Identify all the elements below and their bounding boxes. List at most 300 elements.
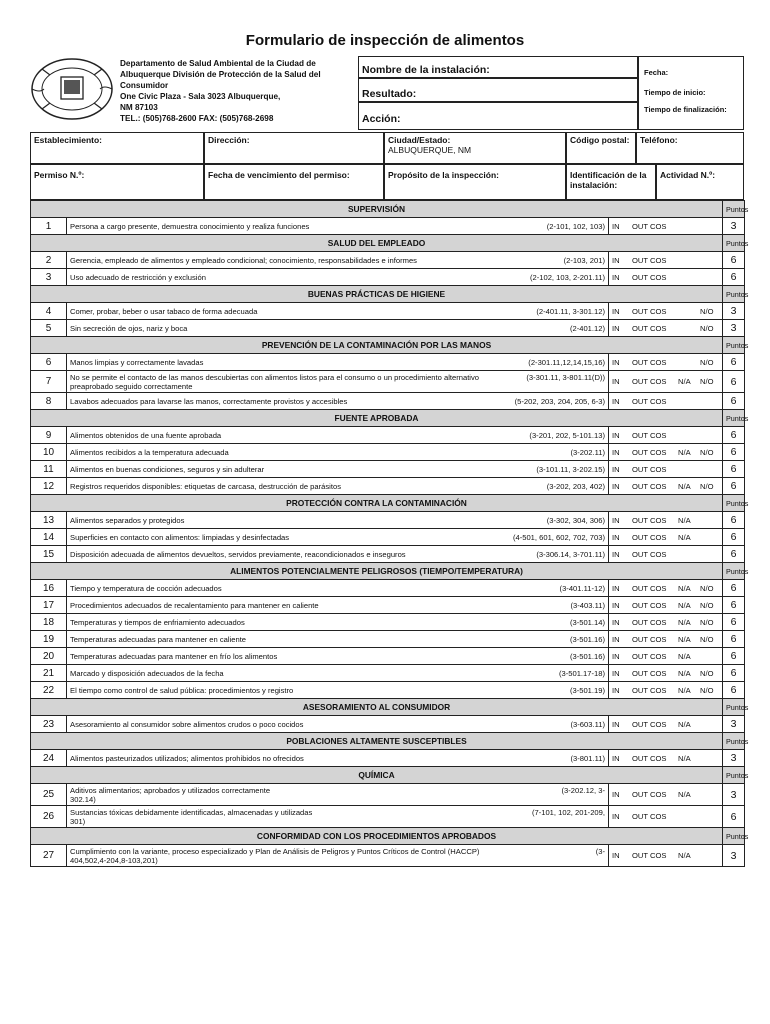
item-description-cont: 404,502,4-204,8-103,201) bbox=[70, 855, 158, 865]
item-number: 11 bbox=[31, 461, 67, 478]
item-points: 6 bbox=[723, 631, 745, 648]
status-no-option[interactable]: N/O bbox=[700, 481, 714, 491]
item-reference: (3- bbox=[595, 846, 605, 856]
item-description: Gerencia, empleado de alimentos y empleado condicional; conocimiento, responsabilidades e informes bbox=[70, 255, 417, 265]
status-na-option[interactable]: N/A bbox=[678, 668, 691, 678]
status-out-cos-option[interactable]: OUT COS bbox=[632, 396, 667, 406]
city-seal-icon bbox=[30, 57, 114, 121]
city-state-field[interactable]: Ciudad/Estado: ALBUQUERQUE, NM bbox=[384, 132, 566, 164]
item-description-cell bbox=[67, 529, 609, 546]
points-label: Puntos bbox=[723, 828, 745, 845]
end-time-field[interactable]: Tiempo de finalización: bbox=[644, 105, 727, 114]
status-out-cos-option[interactable]: OUT COS bbox=[632, 272, 667, 282]
facility-name-field[interactable]: Nombre de la instalación: bbox=[358, 56, 638, 78]
item-points: 6 bbox=[723, 648, 745, 665]
section-title: PREVENCIÓN DE LA CONTAMINACIÓN POR LAS MANOS bbox=[31, 337, 723, 354]
status-na-option[interactable]: N/A bbox=[678, 634, 691, 644]
inspection-item-row bbox=[31, 648, 745, 665]
item-description: Lavabos adecuados para lavarse las manos, correctamente provistos y accesibles bbox=[70, 396, 348, 406]
form-header bbox=[30, 53, 744, 133]
inspection-item-row bbox=[31, 614, 745, 631]
facility-id-field[interactable]: Identificación de la instalación: bbox=[566, 164, 656, 200]
item-number: 15 bbox=[31, 546, 67, 563]
inspection-item-row bbox=[31, 354, 745, 371]
status-no-option[interactable]: N/O bbox=[700, 617, 714, 627]
section-title: FUENTE APROBADA bbox=[31, 410, 723, 427]
item-status-options bbox=[609, 648, 723, 665]
item-number: 9 bbox=[31, 427, 67, 444]
item-description: Procedimientos adecuados de recalentamiento para mantener en caliente bbox=[70, 600, 319, 610]
item-number: 8 bbox=[31, 393, 67, 410]
item-reference: (3-201, 202, 5-101.13) bbox=[529, 430, 605, 440]
inspection-item-row bbox=[31, 512, 745, 529]
item-description-cell bbox=[67, 427, 609, 444]
item-points: 6 bbox=[723, 512, 745, 529]
status-in-option[interactable]: IN bbox=[612, 377, 620, 386]
section-header bbox=[31, 699, 745, 716]
start-time-field[interactable]: Tiempo de inicio: bbox=[644, 88, 706, 97]
item-status-options bbox=[609, 750, 723, 767]
item-description-cont: preaprobado seguido correctamente bbox=[70, 381, 193, 391]
item-status-options bbox=[609, 512, 723, 529]
inspection-item-row bbox=[31, 303, 745, 320]
status-out-cos-option[interactable]: OUT COS bbox=[632, 753, 667, 763]
item-reference: (3-501.14) bbox=[569, 617, 605, 627]
status-out-cos-option[interactable]: OUT COS bbox=[632, 549, 667, 559]
item-points: 6 bbox=[723, 427, 745, 444]
item-description: Persona a cargo presente, demuestra conocimiento y realiza funciones bbox=[70, 221, 310, 231]
item-description-cont: 302.14) bbox=[70, 794, 96, 804]
status-in-option[interactable]: IN bbox=[612, 464, 620, 474]
status-na-option[interactable]: N/A bbox=[678, 515, 691, 525]
status-in-option[interactable]: IN bbox=[612, 685, 620, 695]
item-number: 16 bbox=[31, 580, 67, 597]
item-description-cell bbox=[67, 716, 609, 733]
section-title: ALIMENTOS POTENCIALMENTE PELIGROSOS (TIEMPO/TEMPERATURA) bbox=[31, 563, 723, 580]
status-na-option[interactable]: N/A bbox=[678, 753, 691, 763]
status-out-cos-option[interactable]: OUT COS bbox=[632, 812, 667, 821]
item-description-cell bbox=[67, 393, 609, 410]
item-description-cell bbox=[67, 806, 609, 828]
establishment-field[interactable]: Establecimiento: bbox=[30, 132, 204, 164]
item-number: 27 bbox=[31, 845, 67, 867]
inspection-item-row bbox=[31, 218, 745, 235]
item-description-cell bbox=[67, 218, 609, 235]
inspection-items-table bbox=[30, 200, 749, 867]
status-out-cos-option[interactable]: OUT COS bbox=[632, 323, 667, 333]
status-in-option[interactable]: IN bbox=[612, 549, 620, 559]
item-status-options bbox=[609, 444, 723, 461]
item-number: 13 bbox=[31, 512, 67, 529]
status-in-option[interactable]: IN bbox=[612, 753, 620, 763]
inspection-item-row bbox=[31, 665, 745, 682]
item-number: 18 bbox=[31, 614, 67, 631]
status-in-option[interactable]: IN bbox=[612, 532, 620, 542]
item-status-options bbox=[609, 614, 723, 631]
status-in-option[interactable]: IN bbox=[612, 357, 620, 367]
item-points: 6 bbox=[723, 682, 745, 699]
status-in-option[interactable]: IN bbox=[612, 323, 620, 333]
item-reference: (5-202, 203, 204, 205, 6-3) bbox=[514, 396, 605, 406]
status-in-option[interactable]: IN bbox=[612, 634, 620, 644]
inspection-item-row bbox=[31, 427, 745, 444]
result-field[interactable]: Resultado: bbox=[358, 78, 638, 102]
status-no-option[interactable]: N/O bbox=[700, 668, 714, 678]
status-in-option[interactable]: IN bbox=[612, 221, 620, 231]
points-label: Puntos bbox=[723, 733, 745, 750]
item-points: 6 bbox=[723, 444, 745, 461]
section-header bbox=[31, 337, 745, 354]
inspection-item-row bbox=[31, 269, 745, 286]
item-status-options bbox=[609, 546, 723, 563]
status-in-option[interactable]: IN bbox=[612, 447, 620, 457]
inspection-item-row bbox=[31, 252, 745, 269]
item-status-options bbox=[609, 461, 723, 478]
status-in-option[interactable]: IN bbox=[612, 790, 620, 799]
item-description-cell bbox=[67, 461, 609, 478]
item-description-cont: 301) bbox=[70, 816, 86, 826]
points-label: Puntos bbox=[723, 495, 745, 512]
item-status-options bbox=[609, 252, 723, 269]
inspection-purpose-field[interactable]: Propósito de la inspección: bbox=[384, 164, 566, 200]
item-points: 6 bbox=[723, 393, 745, 410]
section-header bbox=[31, 235, 745, 252]
item-description-cell bbox=[67, 665, 609, 682]
status-na-option[interactable]: N/A bbox=[678, 600, 691, 610]
points-label: Puntos bbox=[723, 337, 745, 354]
status-in-option[interactable]: IN bbox=[612, 651, 620, 661]
status-na-option[interactable]: N/A bbox=[678, 481, 691, 491]
item-description: Alimentos obtenidos de una fuente aprobada bbox=[70, 430, 222, 440]
section-title: POBLACIONES ALTAMENTE SUSCEPTIBLES bbox=[31, 733, 723, 750]
status-in-option[interactable]: IN bbox=[612, 272, 620, 282]
item-description: Sustancias tóxicas debidamente identificadas, almacenadas y utilizadas bbox=[70, 807, 313, 817]
item-description: Comer, probar, beber o usar tabaco de forma adecuada bbox=[70, 306, 258, 316]
item-description: Alimentos en buenas condiciones, seguros y sin adulterar bbox=[70, 464, 265, 474]
inspection-item-row bbox=[31, 529, 745, 546]
item-status-options bbox=[609, 631, 723, 648]
points-label: Puntos bbox=[723, 410, 745, 427]
status-out-cos-option[interactable]: OUT COS bbox=[632, 719, 667, 729]
item-description: El tiempo como control de salud pública: procedimientos y registro bbox=[70, 685, 294, 695]
item-points: 6 bbox=[723, 371, 745, 393]
item-reference: (2-102, 103, 2-201.11) bbox=[529, 272, 605, 282]
item-reference: (2-401.11, 3-301.12) bbox=[536, 306, 605, 316]
item-points: 6 bbox=[723, 354, 745, 371]
item-description: Disposición adecuada de alimentos devueltos, servidos previamente, reacondicionados e inseguros bbox=[70, 549, 406, 559]
item-description-cell bbox=[67, 845, 609, 867]
section-header bbox=[31, 828, 745, 845]
item-description: Manos limpias y correctamente lavadas bbox=[70, 357, 204, 367]
item-reference: (3-101.11, 3-202.15) bbox=[536, 464, 605, 474]
item-status-options bbox=[609, 529, 723, 546]
status-no-option[interactable]: N/O bbox=[700, 600, 714, 610]
item-number: 25 bbox=[31, 784, 67, 806]
item-description: Alimentos pasteurizados utilizados; alimentos prohibidos no ofrecidos bbox=[70, 753, 304, 763]
status-na-option[interactable]: N/A bbox=[678, 583, 691, 593]
item-description-cell bbox=[67, 597, 609, 614]
inspection-item-row bbox=[31, 444, 745, 461]
status-na-option[interactable]: N/A bbox=[678, 790, 691, 799]
status-out-cos-option[interactable]: OUT COS bbox=[632, 377, 667, 386]
item-reference: (3-401.11-12) bbox=[559, 583, 605, 593]
item-number: 23 bbox=[31, 716, 67, 733]
status-out-cos-option[interactable]: OUT COS bbox=[632, 790, 667, 799]
inspection-item-row bbox=[31, 371, 745, 393]
item-reference: (3-501.17-18) bbox=[558, 668, 605, 678]
item-description-cell bbox=[67, 512, 609, 529]
status-in-option[interactable]: IN bbox=[612, 396, 620, 406]
item-reference: (3-501.16) bbox=[569, 634, 605, 644]
item-status-options bbox=[609, 784, 723, 806]
item-reference: (3-403.11) bbox=[570, 600, 605, 610]
item-number: 6 bbox=[31, 354, 67, 371]
item-reference: (4-501, 601, 602, 702, 703) bbox=[512, 532, 605, 542]
status-out-cos-option[interactable]: OUT COS bbox=[632, 668, 667, 678]
item-description: Superficies en contacto con alimentos: limpiadas y desinfectadas bbox=[70, 532, 290, 542]
status-out-cos-option[interactable]: OUT COS bbox=[632, 515, 667, 525]
section-title: QUÍMICA bbox=[31, 767, 723, 784]
points-label: Puntos bbox=[723, 563, 745, 580]
item-description-cell bbox=[67, 648, 609, 665]
city-state-value: ALBUQUERQUE, NM bbox=[388, 145, 472, 155]
status-na-option[interactable]: N/A bbox=[678, 617, 691, 627]
item-status-options bbox=[609, 845, 723, 867]
item-status-options bbox=[609, 478, 723, 495]
item-number: 20 bbox=[31, 648, 67, 665]
item-number: 21 bbox=[31, 665, 67, 682]
item-description-cell bbox=[67, 682, 609, 699]
item-reference: (3-603.11) bbox=[570, 719, 605, 729]
item-reference: (2-401.12) bbox=[569, 323, 605, 333]
item-description: Sin secreción de ojos, nariz y boca bbox=[70, 323, 188, 333]
status-in-option[interactable]: IN bbox=[612, 812, 620, 821]
section-title: SUPERVISIÓN bbox=[31, 201, 723, 218]
status-out-cos-option[interactable]: OUT COS bbox=[632, 447, 667, 457]
section-header bbox=[31, 733, 745, 750]
inspection-item-row bbox=[31, 393, 745, 410]
status-no-option[interactable]: N/O bbox=[700, 306, 714, 316]
item-number: 10 bbox=[31, 444, 67, 461]
item-status-options bbox=[609, 580, 723, 597]
status-out-cos-option[interactable]: OUT COS bbox=[632, 221, 667, 231]
item-status-options bbox=[609, 393, 723, 410]
address-field[interactable]: Dirección: bbox=[204, 132, 384, 164]
item-reference: (3-501.16) bbox=[569, 651, 605, 661]
item-description: Alimentos separados y protegidos bbox=[70, 515, 185, 525]
item-number: 24 bbox=[31, 750, 67, 767]
section-header bbox=[31, 563, 745, 580]
status-out-cos-option[interactable]: OUT COS bbox=[632, 430, 667, 440]
points-label: Puntos bbox=[723, 767, 745, 784]
item-points: 6 bbox=[723, 580, 745, 597]
item-status-options bbox=[609, 303, 723, 320]
status-out-cos-option[interactable]: OUT COS bbox=[632, 464, 667, 474]
item-reference: (7-101, 102, 201-209, bbox=[531, 807, 605, 817]
item-number: 22 bbox=[31, 682, 67, 699]
section-header bbox=[31, 286, 745, 303]
item-description-cell bbox=[67, 784, 609, 806]
status-na-option[interactable]: N/A bbox=[678, 532, 691, 542]
points-label: Puntos bbox=[723, 699, 745, 716]
item-points: 6 bbox=[723, 806, 745, 828]
section-title: CONFORMIDAD CON LOS PROCEDIMIENTOS APROBADOS bbox=[31, 828, 723, 845]
status-out-cos-option[interactable]: OUT COS bbox=[632, 481, 667, 491]
item-reference: (3-302, 304, 306) bbox=[546, 515, 605, 525]
status-in-option[interactable]: IN bbox=[612, 617, 620, 627]
status-out-cos-option[interactable]: OUT COS bbox=[632, 255, 667, 265]
inspection-item-row bbox=[31, 580, 745, 597]
item-points: 3 bbox=[723, 784, 745, 806]
item-status-options bbox=[609, 716, 723, 733]
item-number: 1 bbox=[31, 218, 67, 235]
status-out-cos-option[interactable]: OUT COS bbox=[632, 651, 667, 661]
section-title: SALUD DEL EMPLEADO bbox=[31, 235, 723, 252]
section-header bbox=[31, 201, 745, 218]
status-in-option[interactable]: IN bbox=[612, 515, 620, 525]
permit-expiration-field[interactable]: Fecha de vencimiento del permiso: bbox=[204, 164, 384, 200]
item-points: 6 bbox=[723, 461, 745, 478]
item-number: 7 bbox=[31, 371, 67, 393]
item-description-cell bbox=[67, 750, 609, 767]
permit-number-field[interactable]: Permiso N.º: bbox=[30, 164, 204, 200]
inspection-item-row bbox=[31, 716, 745, 733]
status-na-option[interactable]: N/A bbox=[678, 377, 691, 386]
item-number: 2 bbox=[31, 252, 67, 269]
item-points: 3 bbox=[723, 716, 745, 733]
status-out-cos-option[interactable]: OUT COS bbox=[632, 583, 667, 593]
points-label: Puntos bbox=[723, 201, 745, 218]
item-description-cell bbox=[67, 354, 609, 371]
status-na-option[interactable]: N/A bbox=[678, 719, 691, 729]
inspection-item-row bbox=[31, 682, 745, 699]
item-number: 14 bbox=[31, 529, 67, 546]
status-no-option[interactable]: N/O bbox=[700, 634, 714, 644]
status-in-option[interactable]: IN bbox=[612, 600, 620, 610]
item-points: 6 bbox=[723, 546, 745, 563]
points-label: Puntos bbox=[723, 286, 745, 303]
item-description: Cumplimiento con la variante, proceso especializado y Plan de Análisis de Peligros y Puntos Críticos de Control (HACCP) bbox=[70, 846, 480, 856]
points-label: Puntos bbox=[723, 235, 745, 252]
status-out-cos-option[interactable]: OUT COS bbox=[632, 851, 667, 860]
inspection-item-row bbox=[31, 461, 745, 478]
item-reference: (3-801.11) bbox=[570, 753, 605, 763]
status-na-option[interactable]: N/A bbox=[678, 447, 691, 457]
status-in-option[interactable]: IN bbox=[612, 719, 620, 729]
item-description-cell bbox=[67, 303, 609, 320]
inspection-item-row bbox=[31, 597, 745, 614]
item-number: 19 bbox=[31, 631, 67, 648]
item-points: 6 bbox=[723, 529, 745, 546]
phone-field[interactable]: Teléfono: bbox=[636, 132, 744, 164]
item-status-options bbox=[609, 371, 723, 393]
item-status-options bbox=[609, 354, 723, 371]
item-points: 3 bbox=[723, 218, 745, 235]
item-description-cell bbox=[67, 269, 609, 286]
item-status-options bbox=[609, 427, 723, 444]
time-fields bbox=[638, 56, 744, 130]
status-na-option[interactable]: N/A bbox=[678, 651, 691, 661]
status-out-cos-option[interactable]: OUT COS bbox=[632, 617, 667, 627]
item-status-options bbox=[609, 597, 723, 614]
status-in-option[interactable]: IN bbox=[612, 668, 620, 678]
status-out-cos-option[interactable]: OUT COS bbox=[632, 357, 667, 367]
item-reference: (3-306.14, 3-701.11) bbox=[536, 549, 605, 559]
item-number: 5 bbox=[31, 320, 67, 337]
date-field[interactable]: Fecha: bbox=[644, 68, 669, 77]
item-points: 3 bbox=[723, 750, 745, 767]
postal-code-field[interactable]: Código postal: bbox=[566, 132, 636, 164]
item-description: Aditivos alimentarios; aprobados y utilizados correctamente bbox=[70, 785, 271, 795]
status-in-option[interactable]: IN bbox=[612, 255, 620, 265]
item-points: 3 bbox=[723, 845, 745, 867]
status-in-option[interactable]: IN bbox=[612, 481, 620, 491]
status-no-option[interactable]: N/O bbox=[700, 685, 714, 695]
inspection-item-row bbox=[31, 750, 745, 767]
item-description: Alimentos recibidos a la temperatura adecuada bbox=[70, 447, 229, 457]
status-in-option[interactable]: IN bbox=[612, 851, 620, 860]
status-out-cos-option[interactable]: OUT COS bbox=[632, 600, 667, 610]
item-description: Marcado y disposición adecuados de la fecha bbox=[70, 668, 224, 678]
status-no-option[interactable]: N/O bbox=[700, 583, 714, 593]
section-title: ASESORAMIENTO AL CONSUMIDOR bbox=[31, 699, 723, 716]
inspection-item-row bbox=[31, 546, 745, 563]
item-description: Temperaturas adecuadas para mantener en frío los alimentos bbox=[70, 651, 278, 661]
item-description-cell bbox=[67, 546, 609, 563]
item-status-options bbox=[609, 320, 723, 337]
status-out-cos-option[interactable]: OUT COS bbox=[632, 634, 667, 644]
status-na-option[interactable]: N/A bbox=[678, 851, 691, 860]
item-description-cell bbox=[67, 478, 609, 495]
status-no-option[interactable]: N/O bbox=[700, 357, 714, 367]
item-number: 12 bbox=[31, 478, 67, 495]
item-number: 17 bbox=[31, 597, 67, 614]
status-in-option[interactable]: IN bbox=[612, 306, 620, 316]
item-reference: (2-301.11,12,14,15,16) bbox=[528, 357, 605, 367]
item-number: 3 bbox=[31, 269, 67, 286]
item-description-cell bbox=[67, 631, 609, 648]
status-na-option[interactable]: N/A bbox=[678, 685, 691, 695]
item-points: 6 bbox=[723, 614, 745, 631]
section-title: BUENAS PRÁCTICAS DE HIGIENE bbox=[31, 286, 723, 303]
item-description: Temperaturas adecuadas para mantener en caliente bbox=[70, 634, 247, 644]
status-out-cos-option[interactable]: OUT COS bbox=[632, 306, 667, 316]
item-reference: (3-202.12, 3- bbox=[561, 785, 605, 795]
inspection-item-row bbox=[31, 784, 745, 806]
status-no-option[interactable]: N/O bbox=[700, 377, 714, 386]
department-info: Departamento de Salud Ambiental de la Ciudad de Albuquerque División de Protección de la Salud del Consumidor One Civic Plaza - Sala 3023 Albuquerque, NM 87103 TEL.: (505)768-2600 FAX: (505)768-2698 bbox=[120, 59, 321, 123]
status-no-option[interactable]: N/O bbox=[700, 323, 714, 333]
item-description-cell bbox=[67, 252, 609, 269]
status-in-option[interactable]: IN bbox=[612, 430, 620, 440]
status-out-cos-option[interactable]: OUT COS bbox=[632, 532, 667, 542]
item-reference: (3-202.11) bbox=[570, 447, 605, 457]
item-description-cell bbox=[67, 444, 609, 461]
action-field[interactable]: Acción: bbox=[358, 102, 638, 130]
status-out-cos-option[interactable]: OUT COS bbox=[632, 685, 667, 695]
status-no-option[interactable]: N/O bbox=[700, 447, 714, 457]
item-reference: (2-103, 201) bbox=[563, 255, 605, 265]
status-in-option[interactable]: IN bbox=[612, 583, 620, 593]
item-description-cell bbox=[67, 320, 609, 337]
item-description: Tiempo y temperatura de cocción adecuados bbox=[70, 583, 222, 593]
activity-number-field[interactable]: Actividad N.º: bbox=[656, 164, 744, 200]
item-points: 6 bbox=[723, 478, 745, 495]
item-status-options bbox=[609, 269, 723, 286]
inspection-item-row bbox=[31, 631, 745, 648]
item-description: No se permite el contacto de las manos descubiertas con alimentos listos para el consumo o un procedimiento alternativo bbox=[70, 372, 480, 382]
item-points: 6 bbox=[723, 269, 745, 286]
